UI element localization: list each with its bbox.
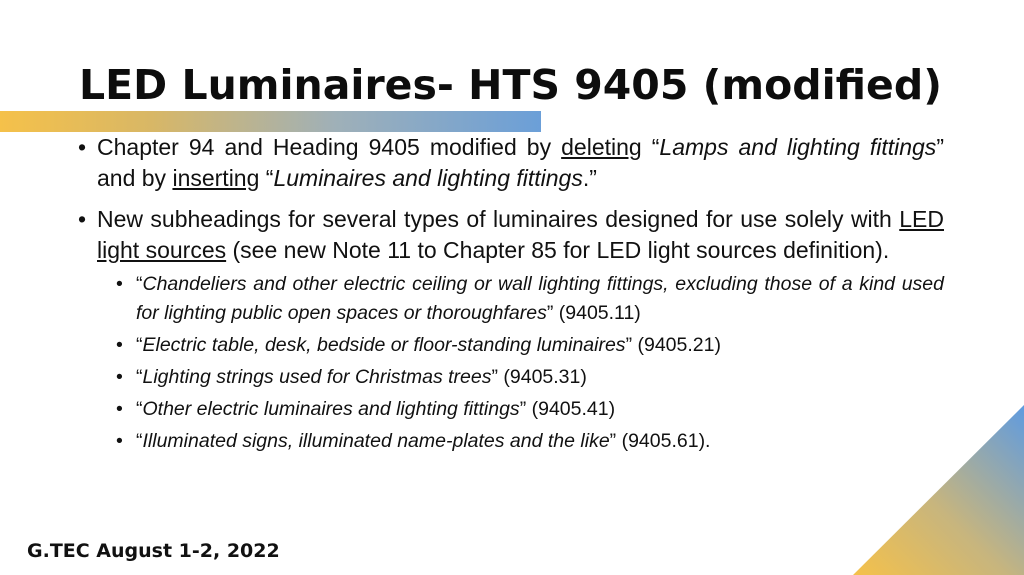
footer-event-date: G.TEC August 1-2, 2022 [27, 540, 280, 562]
subheading-item-9405-41 [116, 395, 944, 424]
subheading-code: ” (9405.41) [519, 398, 616, 420]
slide-body [78, 132, 944, 459]
subheading-code: ” (9405.31) [491, 366, 587, 388]
bullet-text: “ [259, 165, 274, 191]
quote-open: “ [136, 398, 143, 420]
italic-quote-old-heading: Lamps and lighting fittings [659, 134, 937, 160]
subheading-code: ” (9405.21) [625, 334, 721, 356]
subheading-code: ” (9405.61). [609, 430, 711, 452]
corner-triangle-graphic [853, 405, 1024, 575]
quote-open: “ [136, 430, 143, 452]
title-accent-bar [0, 111, 541, 132]
slide-title: LED Luminaires- HTS 9405 (modified) [79, 61, 942, 109]
italic-quote-new-heading: Luminaires and lighting fittings [273, 165, 583, 191]
subheading-code: ” (9405.11) [546, 302, 641, 324]
bullet-heading-modification [78, 132, 944, 194]
bullet-text: Chapter 94 and Heading 9405 modified by [97, 134, 562, 160]
underlined-term-deleting: deleting [561, 134, 642, 160]
underlined-term-inserting: inserting [172, 165, 260, 191]
subheading-item-9405-61 [116, 427, 944, 456]
subheading-item-9405-21 [116, 331, 944, 360]
subheading-description: Illuminated signs, illuminated name-plates and the like [142, 430, 610, 452]
bullet-text: (see new Note 11 to Chapter 85 for LED light sources definition). [226, 237, 890, 263]
bullet-text: New subheadings for several types of luminaires designed for use solely with [97, 206, 900, 232]
subheading-description: Other electric luminaires and lighting fittings [142, 398, 520, 420]
subheading-description: Electric table, desk, bedside or floor-standing luminaires [142, 334, 626, 356]
subheading-description: Lighting strings used for Christmas trees [142, 366, 492, 388]
bullet-text: “ [641, 134, 660, 160]
quote-open: “ [136, 273, 143, 295]
underlined-term-led-light-sources: LED light sources [97, 206, 944, 263]
quote-open: “ [136, 334, 143, 356]
subheading-item-9405-31 [116, 363, 944, 392]
subheading-list [78, 270, 944, 456]
bullet-text: ” and by [97, 134, 944, 191]
bullet-new-subheadings [78, 204, 944, 266]
subheading-item-9405-11 [116, 270, 944, 328]
subheading-description: Chandeliers and other electric ceiling or wall lighting fittings, excluding those of a kind used for lighting public open spaces or thoroughfares [136, 273, 944, 324]
bullet-text: .” [582, 165, 597, 191]
quote-open: “ [136, 366, 143, 388]
